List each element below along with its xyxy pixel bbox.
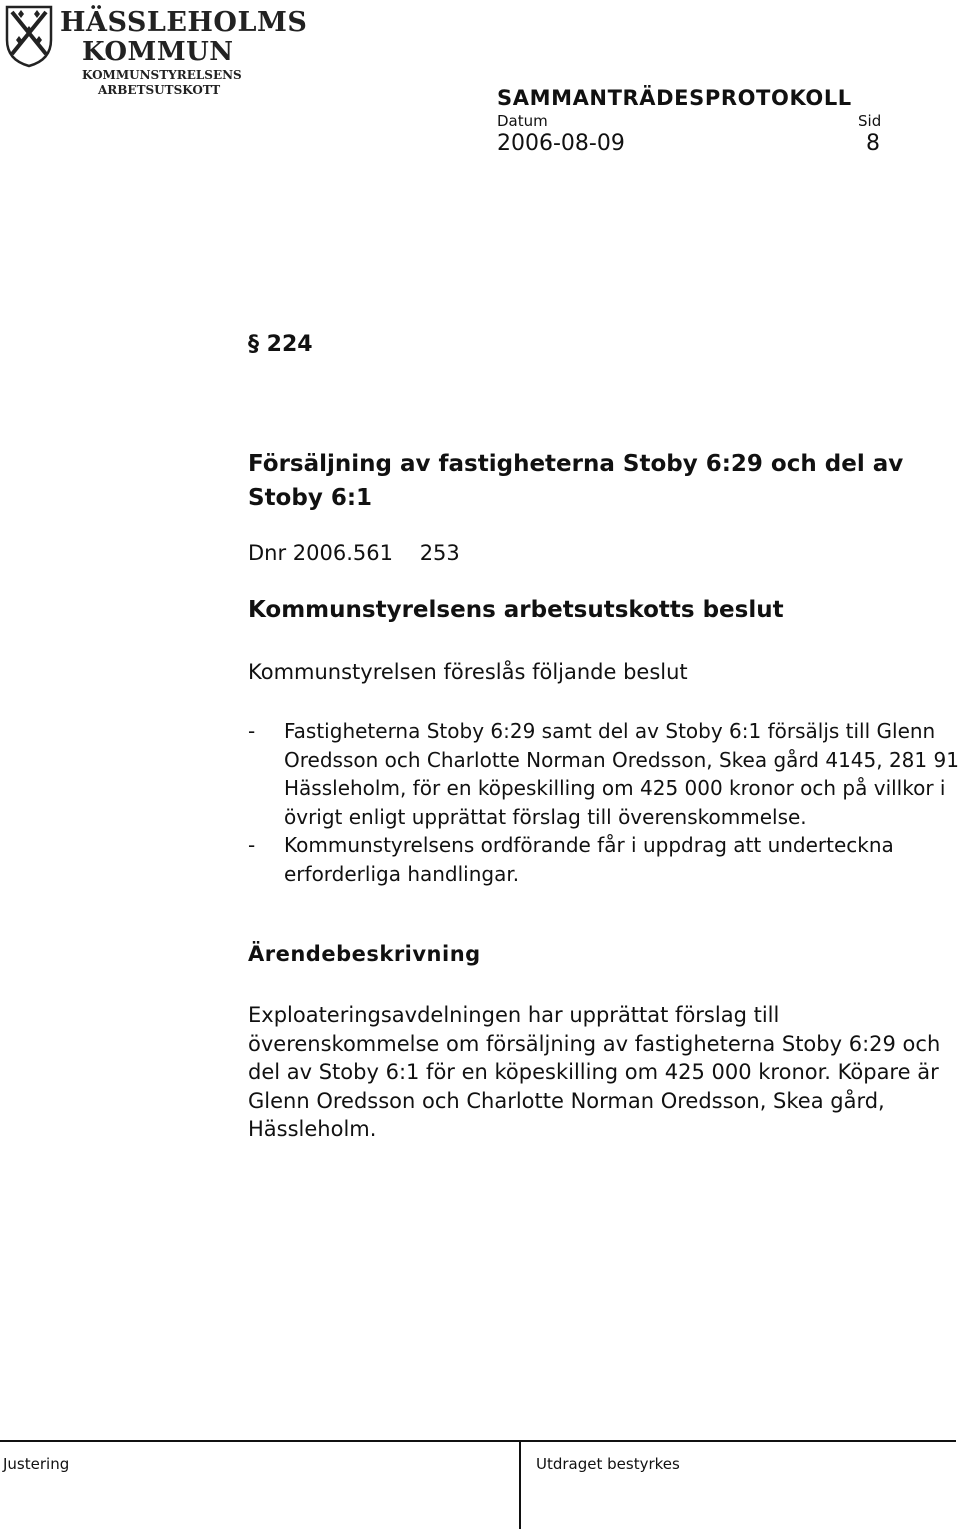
org-unit-line1: KOMMUNSTYRELSENS <box>82 68 242 82</box>
org-name-line2: KOMMUN <box>82 37 234 67</box>
decision-list <box>248 717 960 888</box>
decision-intro: Kommunstyrelsen föreslås följande beslut <box>248 660 688 684</box>
municipality-crest-icon <box>4 4 54 68</box>
adjustment-label: Justering <box>3 1455 70 1473</box>
description-text: Exploateringsavdelningen har upprättat förslag till överenskommelse om försäljning av fastigheterna Stoby 6:29 och del av Stoby 6:1 för en köpeskilling om 425 000 kronor. Köpare är Glenn Oredsson och Charlotte Norman Oredsson, Skea gård, Hässleholm. <box>248 1003 941 1141</box>
dash-bullet: - <box>248 833 256 857</box>
protocol-title: SAMMANTRÄDESPROTOKOLL <box>497 86 852 110</box>
org-unit-line2: ARBETSUTSKOTT <box>98 83 221 97</box>
certified-label: Utdraget bestyrkes <box>536 1455 680 1473</box>
decision-item-text: Fastigheterna Stoby 6:29 samt del av Stoby 6:1 försäljs till Glenn Oredsson och Charlotte Norman Oredsson, Skea gård 4145, 281 91 Hässleholm, för en köpeskilling om 425 000 kronor och på villkor i övrigt enligt upprättat förslag till överenskommelse. <box>284 719 959 829</box>
list-item <box>248 831 960 888</box>
page-label: Sid <box>858 112 882 130</box>
decision-item-text: Kommunstyrelsens ordförande får i uppdrag att underteckna erforderliga handlingar. <box>284 833 894 886</box>
page-number: 8 <box>866 131 880 156</box>
description-heading: Ärendebeskrivning <box>248 942 481 966</box>
meeting-date: 2006-08-09 <box>497 131 625 156</box>
footer-rule <box>0 1440 956 1442</box>
footer-divider <box>519 1440 521 1529</box>
document-title: Försäljning av fastigheterna Stoby 6:29 och del av Stoby 6:1 <box>248 451 904 511</box>
list-item <box>248 717 960 831</box>
decision-heading: Kommunstyrelsens arbetsutskotts beslut <box>248 597 784 623</box>
date-label: Datum <box>497 112 548 130</box>
section-number: § 224 <box>248 332 313 357</box>
dash-bullet: - <box>248 719 256 743</box>
case-number: Dnr 2006.561 253 <box>248 541 460 565</box>
org-name-line1: HÄSSLEHOLMS <box>60 7 308 38</box>
